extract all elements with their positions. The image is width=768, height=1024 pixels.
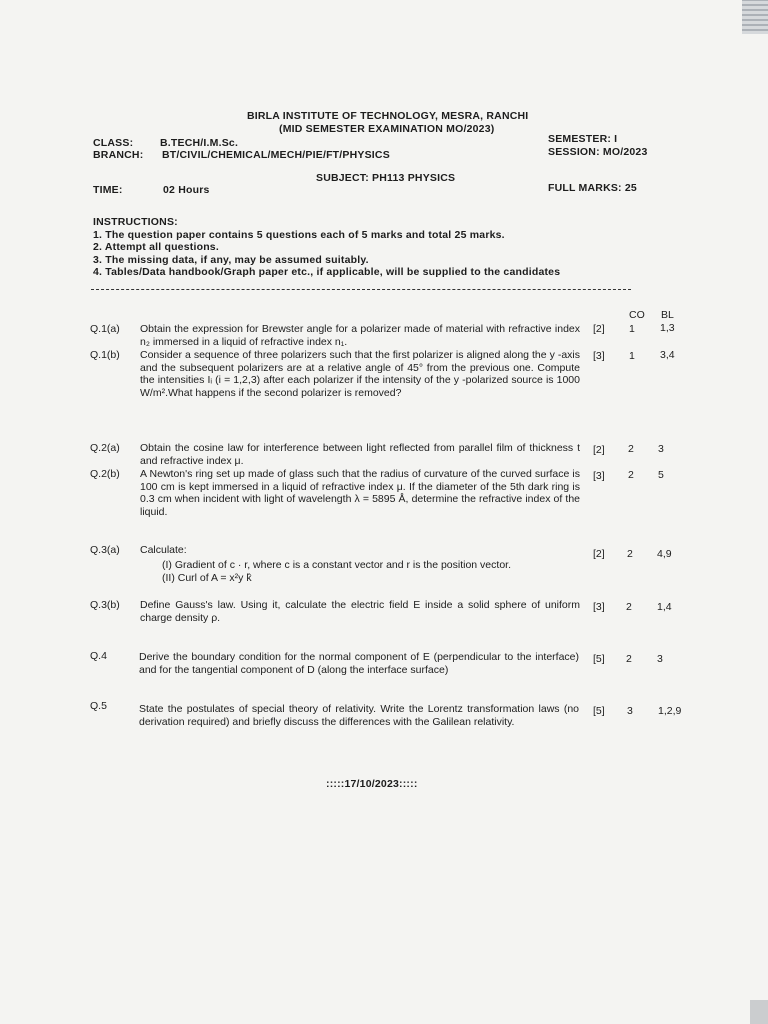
instruction-item: 2. Attempt all questions. <box>93 241 219 253</box>
question-text: State the postulates of special theory of relativity. Write the Lorentz transformation laws (no derivation required) and briefly discuss the differences with the Galilean relativity. <box>139 703 579 728</box>
question-bl: 3 <box>657 653 663 665</box>
question-number: Q.5 <box>90 700 107 712</box>
question-bl: 1,2,9 <box>658 705 682 717</box>
question-text: Consider a sequence of three polarizers such that the first polarizer is aligned along the y -axis and the subsequent polarizers are at a relative angle of 45° from the previous one. Compute the intensities Iᵢ (i = 1,2,3) after each polarizer if the intensity of the y -polarized source is 1000 W/m².What happens if the second polarizer is removed? <box>140 349 580 399</box>
question-marks: [5] <box>593 705 605 717</box>
question-bl: 3,4 <box>660 349 675 361</box>
semester: SEMESTER: I <box>548 133 618 145</box>
question-bl: 3 <box>658 443 664 455</box>
question-marks: [2] <box>593 444 605 456</box>
question-marks: [5] <box>593 653 605 665</box>
question-number: Q.4 <box>90 650 107 662</box>
scan-edge-mark-bottom <box>750 1000 768 1024</box>
question-number: Q.3(b) <box>90 599 120 611</box>
question-co: 2 <box>626 653 632 665</box>
question-co: 1 <box>629 323 635 335</box>
instruction-item: 1. The question paper contains 5 questions each of 5 marks and total 25 marks. <box>93 229 505 241</box>
instructions-title: INSTRUCTIONS: <box>93 216 178 228</box>
question-number: Q.2(b) <box>90 468 120 480</box>
bl-header: BL <box>661 309 674 321</box>
question-bl: 1,3 <box>660 322 675 334</box>
question-text: Obtain the cosine law for interference between light reflected from parallel film of thickness t and refractive index μ. <box>140 442 580 467</box>
question-co: 2 <box>627 548 633 560</box>
question-number: Q.1(b) <box>90 349 120 361</box>
question-number: Q.1(a) <box>90 323 120 335</box>
question-text: Obtain the expression for Brewster angle for a polarizer made of material with refractive index n₂ immersed in a liquid of refractive index n₁. <box>140 323 580 348</box>
question-marks: [3] <box>593 601 605 613</box>
question-text: Derive the boundary condition for the normal component of E (perpendicular to the interface) and for the tangential component of D (along the interface surface) <box>139 651 579 676</box>
question-text: Calculate: <box>140 544 187 556</box>
question-marks: [3] <box>593 470 605 482</box>
scan-edge-mark <box>742 0 768 34</box>
question-bl: 1,4 <box>657 601 672 613</box>
class-value: B.TECH/I.M.Sc. <box>160 137 239 149</box>
co-header: CO <box>629 309 645 321</box>
question-co: 2 <box>628 469 634 481</box>
question-bl: 4,9 <box>657 548 672 560</box>
time-label: TIME: <box>93 184 123 196</box>
branch-label: BRANCH: <box>93 149 144 161</box>
time-value: 02 Hours <box>163 184 210 196</box>
question-co: 1 <box>629 350 635 362</box>
question-co: 2 <box>628 443 634 455</box>
exam-date: :::::17/10/2023::::: <box>326 778 418 790</box>
instruction-item: 4. Tables/Data handbook/Graph paper etc., if applicable, will be supplied to the candidates <box>93 266 561 278</box>
question-text: A Newton's ring set up made of glass such that the radius of curvature of the curved surface is 100 cm is kept immersed in a liquid of refractive index μ. If the diameter of the 5th dark ring is 0.3 cm when incident with light of wavelength λ = 5895 Å, determine the refractive index of the liquid. <box>140 468 580 518</box>
question-marks: [2] <box>593 548 605 560</box>
branch-value: BT/CIVIL/CHEMICAL/MECH/PIE/FT/PHYSICS <box>162 149 390 161</box>
exam-title: (MID SEMESTER EXAMINATION MO/2023) <box>279 123 495 135</box>
separator-line <box>91 289 631 290</box>
instruction-item: 3. The missing data, if any, may be assumed suitably. <box>93 254 369 266</box>
subject: SUBJECT: PH113 PHYSICS <box>316 172 456 184</box>
question-marks: [2] <box>593 323 605 335</box>
question-subpart: (II) Curl of A = x²y k̂ <box>162 572 252 584</box>
question-subpart: (I) Gradient of c · r, where c is a constant vector and r is the position vector. <box>162 559 511 571</box>
question-bl: 5 <box>658 469 664 481</box>
question-text: Define Gauss's law. Using it, calculate the electric field E inside a solid sphere of uniform charge density ρ. <box>140 599 580 624</box>
institute-name: BIRLA INSTITUTE OF TECHNOLOGY, MESRA, RANCHI <box>247 110 529 122</box>
question-number: Q.3(a) <box>90 544 120 556</box>
question-marks: [3] <box>593 350 605 362</box>
session: SESSION: MO/2023 <box>548 146 648 158</box>
class-label: CLASS: <box>93 137 134 149</box>
question-co: 2 <box>626 601 632 613</box>
full-marks: FULL MARKS: 25 <box>548 182 637 194</box>
question-co: 3 <box>627 705 633 717</box>
question-number: Q.2(a) <box>90 442 120 454</box>
